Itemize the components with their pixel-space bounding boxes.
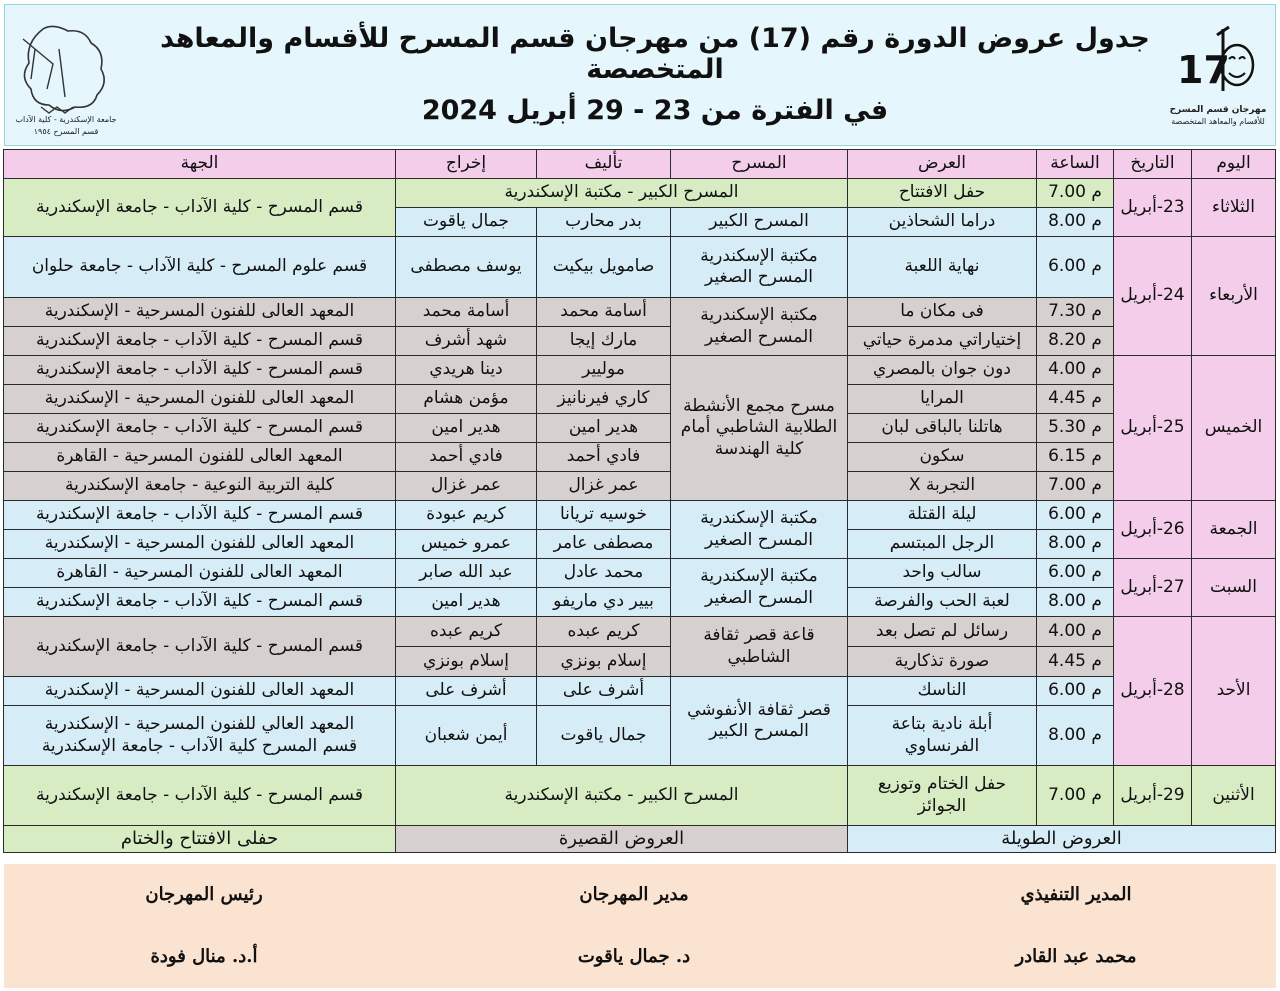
- author-cell: مصطفى عامر: [537, 530, 671, 559]
- table-row: [4, 706, 1276, 766]
- show-cell: صورة تذكارية: [848, 647, 1037, 677]
- director-cell: هدير امين: [396, 414, 537, 443]
- time-cell: 4.45 م: [1037, 647, 1114, 677]
- table-row: [4, 559, 1276, 588]
- director-cell: يوسف مصطفى: [396, 237, 537, 298]
- author-cell: عمر غزال: [537, 472, 671, 501]
- festival-logo: [1171, 21, 1267, 133]
- festival-logo-caption: مهرجان قسم المسرح: [1169, 105, 1267, 115]
- day-cell: الأربعاء: [1192, 237, 1276, 356]
- time-cell: 7.30 م: [1037, 298, 1114, 327]
- venue-cell: المسرح الكبير - مكتبة الإسكندرية: [396, 179, 848, 208]
- executive-director-name: محمد عبد القادر: [1015, 946, 1137, 967]
- director-cell: عبد الله صابر: [396, 559, 537, 588]
- table-row: [4, 237, 1276, 298]
- director-cell: أشرف على: [396, 677, 537, 706]
- author-cell: صامويل بيكيت: [537, 237, 671, 298]
- entity-line-2: قسم المسرح كلية الآداب - جامعة الإسكندرية: [41, 735, 358, 756]
- entity-cell: قسم المسرح - كلية الآداب - جامعة الإسكندرية: [4, 617, 396, 677]
- entity-line-1: المعهد العالي للفنون المسرحية - الإسكندرية: [44, 714, 355, 735]
- director-cell: عمرو خميس: [396, 530, 537, 559]
- legend-ceremonies: حفلى الافتتاح والختام: [4, 826, 396, 853]
- time-cell: 8.00 م: [1037, 588, 1114, 617]
- time-cell: 5.30 م: [1037, 414, 1114, 443]
- show-cell: الناسك: [848, 677, 1037, 706]
- col-director: إخراج: [396, 150, 537, 179]
- entity-cell: المعهد العالى للفنون المسرحية - الإسكندرية: [4, 530, 396, 559]
- page-title: جدول عروض الدورة رقم (17) من مهرجان قسم المسرح للأقسام والمعاهد المتخصصة: [160, 23, 1150, 85]
- entity-cell: قسم علوم المسرح - كلية الآداب - جامعة حلوان: [4, 237, 396, 298]
- date-cell: 25-أبريل: [1114, 356, 1192, 501]
- entity-cell: قسم المسرح - كلية الآداب - جامعة الإسكندرية: [4, 356, 396, 385]
- venue-cell: قصر ثقافة الأنفوشي المسرح الكبير: [671, 677, 848, 766]
- director-cell: هدير امين: [396, 588, 537, 617]
- time-cell: 7.00 م: [1037, 179, 1114, 208]
- table-row: [4, 327, 1276, 356]
- author-cell: مارك إيجا: [537, 327, 671, 356]
- time-cell: 7.00 م: [1037, 766, 1114, 826]
- table-row: [4, 414, 1276, 443]
- festival-logo-caption-2: للأقسام والمعاهد المتخصصة: [1171, 117, 1265, 126]
- university-logo-caption: جامعة الإسكندرية - كلية الآداب: [15, 115, 117, 124]
- table-row: [4, 677, 1276, 706]
- time-cell: 8.00 م: [1037, 706, 1114, 766]
- author-cell: إسلام بونزي: [537, 647, 671, 677]
- university-logo: [13, 19, 117, 141]
- show-cell: ليلة القتلة: [848, 501, 1037, 530]
- author-cell: فادي أحمد: [537, 443, 671, 472]
- entity-cell: قسم المسرح - كلية الآداب - جامعة الإسكندرية: [4, 179, 396, 237]
- table-row: [4, 501, 1276, 530]
- col-show: العرض: [848, 150, 1037, 179]
- date-cell: 24-أبريل: [1114, 237, 1192, 356]
- author-cell: جمال ياقوت: [537, 706, 671, 766]
- show-cell: التجربة X: [848, 472, 1037, 501]
- university-seal-icon: [13, 19, 117, 119]
- entity-cell: [4, 706, 396, 766]
- director-cell: دينا هريدي: [396, 356, 537, 385]
- col-time: الساعة: [1037, 150, 1114, 179]
- director-cell: عمر غزال: [396, 472, 537, 501]
- signatures-area: [4, 864, 1276, 988]
- col-venue: المسرح: [671, 150, 848, 179]
- legend-long-shows: العروض الطويلة: [848, 826, 1276, 853]
- author-cell: هدير امين: [537, 414, 671, 443]
- venue-cell: مسرح مجمع الأنشطة الطلابية الشاطبي أمام كلية الهندسة: [671, 356, 848, 501]
- time-cell: 6.00 م: [1037, 677, 1114, 706]
- legend-row: [4, 826, 1276, 853]
- table-row: [4, 766, 1276, 826]
- legend-short-shows: العروض القصيرة: [396, 826, 848, 853]
- time-cell: 7.00 م: [1037, 472, 1114, 501]
- author-cell: كاري فيرنانيز: [537, 385, 671, 414]
- show-cell: هاتلنا بالباقى لبان: [848, 414, 1037, 443]
- venue-cell: المسرح الكبير - مكتبة الإسكندرية: [396, 766, 848, 826]
- entity-cell: المعهد العالى للفنون المسرحية - الإسكندرية: [4, 385, 396, 414]
- director-cell: إسلام بونزي: [396, 647, 537, 677]
- time-cell: 6.00 م: [1037, 501, 1114, 530]
- director-cell: أسامة محمد: [396, 298, 537, 327]
- show-cell: رسائل لم تصل بعد: [848, 617, 1037, 647]
- show-cell: دراما الشحاذين: [848, 208, 1037, 237]
- show-cell: المرايا: [848, 385, 1037, 414]
- table-row: [4, 385, 1276, 414]
- show-cell: الرجل المبتسم: [848, 530, 1037, 559]
- date-cell: 23-أبريل: [1114, 179, 1192, 237]
- schedule-table: [3, 149, 1276, 853]
- show-cell: لعبة الحب والفرصة: [848, 588, 1037, 617]
- show-cell: حفل الافتتاح: [848, 179, 1037, 208]
- table-row: [4, 356, 1276, 385]
- festival-director-title: مدير المهرجان: [579, 884, 689, 905]
- table-row: [4, 298, 1276, 327]
- entity-cell: قسم المسرح - كلية الآداب - جامعة الإسكندرية: [4, 414, 396, 443]
- director-cell: كريم عبودة: [396, 501, 537, 530]
- entity-cell: كلية التربية النوعية - جامعة الإسكندرية: [4, 472, 396, 501]
- date-cell: 28-أبريل: [1114, 617, 1192, 766]
- author-cell: موليير: [537, 356, 671, 385]
- entity-cell: المعهد العالى للفنون المسرحية - القاهرة: [4, 443, 396, 472]
- show-cell: دون جوان بالمصري: [848, 356, 1037, 385]
- table-row: [4, 617, 1276, 647]
- venue-cell: مكتبة الإسكندرية المسرح الصغير: [671, 559, 848, 617]
- venue-cell: مكتبة الإسكندرية المسرح الصغير: [671, 501, 848, 559]
- time-cell: 8.00 م: [1037, 530, 1114, 559]
- festival-number: 17: [1177, 48, 1230, 92]
- festival-director-name: د. جمال ياقوت: [577, 946, 691, 967]
- author-cell: محمد عادل: [537, 559, 671, 588]
- author-cell: أسامة محمد: [537, 298, 671, 327]
- time-cell: 6.00 م: [1037, 559, 1114, 588]
- time-cell: 6.15 م: [1037, 443, 1114, 472]
- table-row: [4, 588, 1276, 617]
- director-cell: فادي أحمد: [396, 443, 537, 472]
- entity-cell: قسم المسرح - كلية الآداب - جامعة الإسكندرية: [4, 766, 396, 826]
- day-cell: الأحد: [1192, 617, 1276, 766]
- university-logo-caption-2: قسم المسرح ١٩٥٤: [33, 127, 99, 136]
- header-row: [4, 150, 1276, 179]
- director-cell: شهد أشرف: [396, 327, 537, 356]
- day-cell: الأثنين: [1192, 766, 1276, 826]
- venue-cell: مكتبة الإسكندرية المسرح الصغير: [671, 298, 848, 356]
- table-row: [4, 530, 1276, 559]
- director-cell: أيمن شعبان: [396, 706, 537, 766]
- entity-cell: قسم المسرح - كلية الآداب - جامعة الإسكندرية: [4, 588, 396, 617]
- table-row: [4, 443, 1276, 472]
- author-cell: خوسيه تريانا: [537, 501, 671, 530]
- theater-masks-icon: [1171, 21, 1267, 99]
- show-cell: سالب واحد: [848, 559, 1037, 588]
- date-cell: 29-أبريل: [1114, 766, 1192, 826]
- festival-president-title: رئيس المهرجان: [145, 884, 263, 905]
- director-cell: مؤمن هشام: [396, 385, 537, 414]
- page-header: [4, 4, 1276, 146]
- entity-cell: قسم المسرح - كلية الآداب - جامعة الإسكندرية: [4, 501, 396, 530]
- day-cell: الثلاثاء: [1192, 179, 1276, 237]
- director-cell: جمال ياقوت: [396, 208, 537, 237]
- author-cell: أشرف على: [537, 677, 671, 706]
- show-cell: حفل الختام وتوزيع الجوائز: [848, 766, 1037, 826]
- time-cell: 4.00 م: [1037, 617, 1114, 647]
- show-cell: إختياراتي مدمرة حياتي: [848, 327, 1037, 356]
- executive-director-title: المدير التنفيذي: [1020, 884, 1132, 905]
- time-cell: 8.20 م: [1037, 327, 1114, 356]
- director-cell: كريم عبده: [396, 617, 537, 647]
- show-cell: أبلة نادية بتاعة الفرنساوي: [848, 706, 1037, 766]
- col-day: اليوم: [1192, 150, 1276, 179]
- author-cell: كريم عبده: [537, 617, 671, 647]
- col-entity: الجهة: [4, 150, 396, 179]
- time-cell: 4.45 م: [1037, 385, 1114, 414]
- venue-cell: قاعة قصر ثقافة الشاطبي: [671, 617, 848, 677]
- venue-cell: مكتبة الإسكندرية المسرح الصغير: [671, 237, 848, 298]
- date-cell: 26-أبريل: [1114, 501, 1192, 559]
- venue-cell: المسرح الكبير: [671, 208, 848, 237]
- date-cell: 27-أبريل: [1114, 559, 1192, 617]
- time-cell: 8.00 م: [1037, 208, 1114, 237]
- festival-president-name: أ.د. منال فودة: [150, 946, 258, 967]
- time-cell: 6.00 م: [1037, 237, 1114, 298]
- col-author: تأليف: [537, 150, 671, 179]
- entity-cell: المعهد العالى للفنون المسرحية - الإسكندرية: [4, 298, 396, 327]
- entity-cell: المعهد العالى للفنون المسرحية - الإسكندرية: [4, 677, 396, 706]
- author-cell: بدر محارب: [537, 208, 671, 237]
- show-cell: نهاية اللعبة: [848, 237, 1037, 298]
- day-cell: السبت: [1192, 559, 1276, 617]
- table-row: [4, 472, 1276, 501]
- day-cell: الجمعة: [1192, 501, 1276, 559]
- entity-cell: المعهد العالى للفنون المسرحية - القاهرة: [4, 559, 396, 588]
- col-date: التاريخ: [1114, 150, 1192, 179]
- day-cell: الخميس: [1192, 356, 1276, 501]
- entity-cell: قسم المسرح - كلية الآداب - جامعة الإسكندرية: [4, 327, 396, 356]
- page-subtitle: في الفترة من 23 - 29 أبريل 2024: [421, 95, 889, 126]
- show-cell: فى مكان ما: [848, 298, 1037, 327]
- time-cell: 4.00 م: [1037, 356, 1114, 385]
- show-cell: سكون: [848, 443, 1037, 472]
- author-cell: بيير دي ماريفو: [537, 588, 671, 617]
- table-row: [4, 179, 1276, 208]
